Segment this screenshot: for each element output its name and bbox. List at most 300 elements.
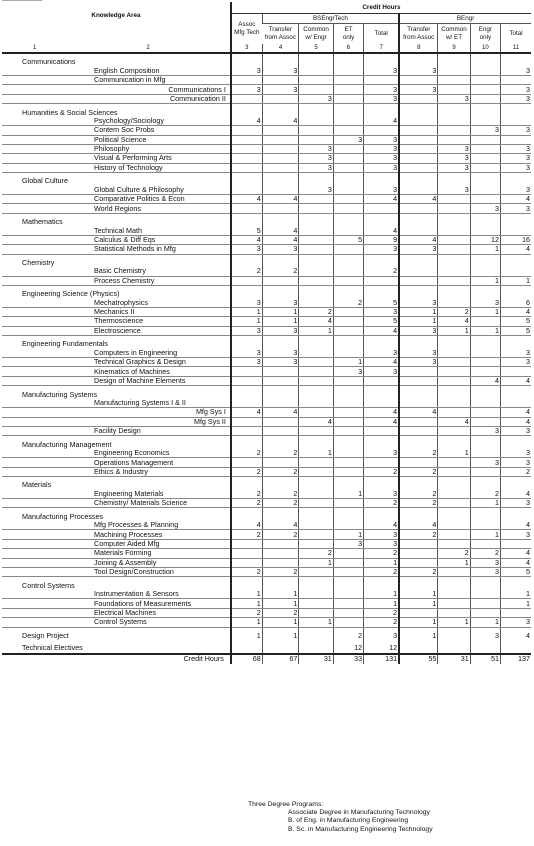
credit-value-cell: 3 [231, 326, 262, 335]
credit-value-cell: 1 [333, 358, 363, 367]
credit-value-cell: 2 [231, 467, 262, 476]
course-label: Manufacturing Systems I & II [2, 399, 231, 408]
empty-cell [364, 481, 400, 489]
credit-value-cell [470, 467, 500, 476]
credit-value-cell: 2 [231, 267, 262, 276]
credit-value-cell: 137 [501, 654, 531, 664]
credit-value-cell: 3 [364, 367, 400, 376]
course-label: Kinematics of Machines [2, 367, 231, 376]
assoc-mfg-tech-header [231, 14, 262, 45]
credit-value-cell [399, 135, 438, 144]
credit-value-cell [262, 144, 299, 153]
credit-value-cell: 4 [501, 195, 531, 204]
empty-cell [299, 58, 333, 66]
credit-value-cell [470, 67, 500, 76]
credit-value-cell [299, 276, 333, 285]
credit-value-cell [299, 376, 333, 385]
credit-value-cell [501, 226, 531, 235]
empty-cell [470, 340, 500, 348]
credit-value-cell: 2 [438, 549, 470, 558]
subcolumn-header-line2: only [342, 34, 355, 41]
credit-value-cell: 4 [438, 417, 470, 426]
credit-value-cell [470, 521, 500, 530]
credit-value-cell [470, 349, 500, 358]
credit-value-cell: 1 [399, 590, 438, 599]
course-label: Technical Graphics & Design [2, 358, 231, 367]
column-number: 1 [33, 45, 37, 51]
empty-cell [333, 218, 363, 226]
course-row [2, 426, 531, 435]
course-label: Philosophy [2, 144, 231, 153]
category-title: Control Systems [22, 581, 75, 590]
empty-cell [364, 441, 400, 449]
course-label: English Composition [2, 67, 231, 76]
credit-value-cell: 4 [364, 326, 400, 335]
credit-value-cell [299, 195, 333, 204]
course-row [2, 376, 531, 385]
course-row [2, 195, 531, 204]
credit-value-cell [299, 458, 333, 467]
degree-program-line: Associate Degree in Manufacturing Technology [288, 809, 430, 817]
course-label: World Regions [2, 204, 231, 213]
credit-value-cell: 1 [399, 618, 438, 627]
credit-value-cell [231, 154, 262, 163]
degree-program-line: B. Sc. in Manufacturing Engineering Technology [288, 825, 433, 833]
credit-value-cell [470, 644, 500, 653]
credit-value-cell [333, 307, 363, 316]
credit-value-cell [333, 499, 363, 508]
empty-cell [299, 108, 333, 116]
course-row [2, 307, 531, 316]
credit-value-cell [299, 530, 333, 539]
credit-value-cell: 1 [262, 632, 299, 640]
credit-value-cell: 2 [333, 632, 363, 640]
credit-value-cell [470, 267, 500, 276]
credit-value-cell [438, 539, 470, 548]
empty-cell [364, 290, 400, 298]
course-row [2, 490, 531, 499]
credit-value-cell: 3 [364, 67, 400, 76]
category-title: Technical Electives [22, 644, 83, 653]
credit-value-cell: 2 [399, 467, 438, 476]
credit-value-cell [438, 590, 470, 599]
course-label: Mechatrophysics [2, 299, 231, 308]
subcolumn-header-line2: from Assoc [403, 34, 435, 41]
credit-value-cell [438, 267, 470, 276]
empty-cell [231, 218, 262, 226]
credit-value-cell: 3 [364, 349, 400, 358]
credit-value-cell [299, 85, 333, 94]
empty-cell [399, 513, 438, 521]
empty-cell [438, 259, 470, 267]
course-label: Engineering Materials [2, 490, 231, 499]
course-label: Design of Machine Elements [2, 376, 231, 385]
credit-value-cell: 12 [333, 644, 363, 653]
credit-value-cell: 3 [501, 94, 531, 103]
credit-value-cell: 3 [262, 85, 299, 94]
credit-value-cell [262, 135, 299, 144]
subcolumn-header-line1: Common [441, 26, 467, 33]
credit-value-cell: 1 [399, 307, 438, 316]
credit-value-cell [501, 539, 531, 548]
credit-value-cell: 1 [231, 632, 262, 640]
course-label: Tool Design/Construction [2, 567, 231, 576]
empty-cell [438, 340, 470, 348]
subcolumn-header [470, 24, 500, 45]
empty-cell [333, 340, 363, 348]
credit-value-cell [299, 67, 333, 76]
course-row [2, 358, 531, 367]
credit-value-cell: 3 [299, 94, 333, 103]
empty-cell [501, 290, 531, 298]
credit-value-cell [299, 367, 333, 376]
credit-value-cell: 1 [501, 590, 531, 599]
credit-value-cell [501, 75, 531, 84]
empty-cell [231, 177, 262, 185]
course-row [2, 299, 531, 308]
empty-cell [262, 582, 299, 590]
credit-value-cell [299, 426, 333, 435]
category-row [2, 58, 531, 66]
credit-value-cell [333, 521, 363, 530]
credit-value-cell: 1 [364, 599, 400, 608]
credit-value-cell: 3 [231, 85, 262, 94]
empty-cell [299, 218, 333, 226]
credit-value-cell: 1 [262, 307, 299, 316]
credit-value-cell: 1 [470, 618, 500, 627]
credit-value-cell: 1 [299, 618, 333, 627]
empty-cell [470, 290, 500, 298]
credit-value-cell: 3 [501, 426, 531, 435]
course-label: Engineering Economics [2, 449, 231, 458]
credit-value-cell [262, 458, 299, 467]
credit-value-cell: 4 [501, 549, 531, 558]
credit-value-cell: 3 [501, 126, 531, 135]
credit-value-cell [438, 226, 470, 235]
credit-value-cell: 2 [262, 530, 299, 539]
credit-value-cell [501, 399, 531, 408]
credit-value-cell [438, 376, 470, 385]
course-label: Instrumentation & Sensors [2, 590, 231, 599]
credit-value-cell [364, 75, 400, 84]
course-row [2, 117, 531, 126]
credit-value-cell [333, 154, 363, 163]
credit-value-cell [262, 376, 299, 385]
credit-value-cell [470, 94, 500, 103]
empty-cell [438, 390, 470, 398]
credit-value-cell: 2 [399, 490, 438, 499]
credit-value-cell: 2 [438, 307, 470, 316]
credit-value-cell: 3 [470, 567, 500, 576]
empty-cell [333, 481, 363, 489]
column-number: 6 [333, 44, 363, 53]
credit-value-cell [262, 163, 299, 172]
degree-program-line: B. of Eng. in Manufacturing Engineering [288, 817, 409, 825]
course-label: Electroscience [2, 326, 231, 335]
credit-value-cell: 3 [364, 163, 400, 172]
course-row [2, 144, 531, 153]
credit-value-cell [299, 539, 333, 548]
course-label: Materials Forming [2, 549, 231, 558]
credit-value-cell: 2 [262, 267, 299, 276]
credit-value-cell [399, 75, 438, 84]
credit-value-cell [231, 458, 262, 467]
course-row [2, 163, 531, 172]
credit-value-cell: 2 [470, 490, 500, 499]
empty-cell [299, 481, 333, 489]
credit-value-cell: 3 [333, 367, 363, 376]
course-row [2, 135, 531, 144]
credit-value-cell: 2 [231, 499, 262, 508]
credit-value-cell [438, 358, 470, 367]
credit-value-cell: 3 [364, 186, 400, 195]
credit-value-cell [399, 117, 438, 126]
category-row [2, 481, 531, 489]
credit-value-cell: 4 [299, 317, 333, 326]
credit-value-cell: 12 [364, 644, 400, 653]
credit-value-cell [231, 367, 262, 376]
category-title: Communications [22, 58, 76, 67]
credit-value-cell: 4 [399, 235, 438, 244]
empty-cell [364, 582, 400, 590]
credit-value-cell [399, 144, 438, 153]
credit-value-cell [231, 186, 262, 195]
credit-value-cell: 3 [364, 539, 400, 548]
credit-value-cell: 4 [364, 408, 400, 417]
credit-value-cell [333, 399, 363, 408]
credit-value-cell: 3 [262, 299, 299, 308]
credit-value-cell [470, 144, 500, 153]
credit-value-cell: 1 [231, 618, 262, 627]
credit-value-cell [470, 135, 500, 144]
credit-value-cell: 3 [501, 530, 531, 539]
credit-value-cell: 2 [399, 530, 438, 539]
empty-cell [231, 582, 262, 590]
course-row [2, 539, 531, 548]
credit-value-cell [231, 426, 262, 435]
credit-value-cell [299, 126, 333, 135]
credit-value-cell [470, 599, 500, 608]
credit-value-cell: 1 [231, 599, 262, 608]
bengr-header: BEngr [399, 14, 531, 24]
course-row [2, 608, 531, 617]
empty-cell [501, 108, 531, 116]
empty-cell [470, 58, 500, 66]
credit-value-cell [333, 226, 363, 235]
empty-cell [333, 259, 363, 267]
credit-value-cell: 4 [501, 376, 531, 385]
credit-value-cell [364, 204, 400, 213]
credit-value-cell [231, 549, 262, 558]
empty-cell [364, 218, 400, 226]
knowledge-area-header: Knowledge Area [91, 12, 141, 19]
credit-value-cell [299, 226, 333, 235]
credit-value-cell [470, 317, 500, 326]
category-title: Humanities & Social Sciences [22, 108, 118, 117]
credit-value-cell: 3 [399, 85, 438, 94]
credit-value-cell: 4 [231, 117, 262, 126]
course-label: Chemistry/ Materials Science [2, 499, 231, 508]
credit-value-cell [399, 426, 438, 435]
credit-value-cell: 3 [364, 449, 400, 458]
credit-value-cell [262, 539, 299, 548]
credit-value-cell [333, 558, 363, 567]
credit-value-cell: 2 [364, 618, 400, 627]
credit-value-cell: 1 [470, 276, 500, 285]
credit-value-cell [299, 75, 333, 84]
credit-value-cell [231, 539, 262, 548]
credit-value-cell: 3 [438, 154, 470, 163]
credit-value-cell [299, 408, 333, 417]
subcolumn-header [438, 24, 470, 45]
credit-value-cell [399, 267, 438, 276]
course-row [2, 599, 531, 608]
credit-value-cell: 3 [364, 144, 400, 153]
credit-value-cell [333, 75, 363, 84]
course-label: Communications I [2, 85, 231, 94]
credit-value-cell [438, 67, 470, 76]
credit-value-cell: 3 [501, 154, 531, 163]
credit-value-cell: 1 [333, 490, 363, 499]
empty-cell [399, 58, 438, 66]
empty-cell [470, 481, 500, 489]
empty-cell [399, 290, 438, 298]
empty-cell [364, 58, 400, 66]
credit-value-cell: 3 [364, 307, 400, 316]
column-number: 7 [364, 44, 400, 53]
credit-value-cell: 3 [231, 245, 262, 254]
course-row [2, 399, 531, 408]
credit-value-cell [333, 85, 363, 94]
credit-value-cell: 3 [399, 349, 438, 358]
credit-value-cell: 3 [399, 358, 438, 367]
credit-value-cell: 12 [470, 235, 500, 244]
subcolumn-header-line1: Transfer [268, 26, 292, 33]
category-title: Materials [22, 481, 52, 490]
empty-cell [262, 340, 299, 348]
course-label: History of Technology [2, 163, 231, 172]
credit-value-cell: 5 [501, 326, 531, 335]
credit-value-cell: 3 [501, 449, 531, 458]
course-label: Computer Aided Mfg [2, 539, 231, 548]
credit-value-cell: 3 [364, 530, 400, 539]
category-title: Chemistry [22, 258, 55, 267]
credit-value-cell: 1 [438, 618, 470, 627]
course-row [2, 94, 531, 103]
credit-value-cell: 2 [299, 549, 333, 558]
empty-cell [470, 108, 500, 116]
course-row [2, 549, 531, 558]
credit-value-cell [262, 644, 299, 653]
course-row [2, 449, 531, 458]
credit-value-cell: 4 [364, 417, 400, 426]
subcolumn-header-line1: ET [344, 26, 353, 33]
course-label: Computers in Engineering [2, 349, 231, 358]
credit-value-cell [470, 75, 500, 84]
credit-value-cell: 2 [364, 608, 400, 617]
subcolumn-header-line1: Total [374, 30, 388, 37]
credit-value-cell: 1 [501, 599, 531, 608]
empty-cell [231, 108, 262, 116]
empty-cell [501, 390, 531, 398]
empty-cell [364, 340, 400, 348]
credit-value-cell: 5 [364, 317, 400, 326]
credit-value-cell [299, 521, 333, 530]
credit-value-cell [399, 608, 438, 617]
credit-value-cell: 4 [262, 226, 299, 235]
credit-value-cell: 3 [231, 299, 262, 308]
category-row [2, 259, 531, 267]
credit-value-cell: 3 [364, 85, 400, 94]
credit-value-cell [438, 195, 470, 204]
credit-value-cell [399, 367, 438, 376]
credit-value-cell [438, 426, 470, 435]
course-row [2, 417, 531, 426]
credit-value-cell [470, 85, 500, 94]
empty-cell [333, 290, 363, 298]
subcolumn-header-line1: Total [509, 30, 523, 37]
credit-value-cell [231, 417, 262, 426]
empty-cell [333, 513, 363, 521]
credit-value-cell: 3 [438, 144, 470, 153]
empty-cell [231, 290, 262, 298]
credit-value-cell [333, 618, 363, 627]
credit-value-cell [470, 358, 500, 367]
credit-value-cell: 1 [470, 245, 500, 254]
subcolumn-header [333, 24, 363, 45]
total-label: Credit Hours [2, 654, 231, 664]
credit-value-cell: 4 [399, 521, 438, 530]
credit-value-cell: 5 [501, 317, 531, 326]
credit-value-cell: 3 [501, 85, 531, 94]
credit-value-cell: 2 [262, 467, 299, 476]
empty-cell [262, 441, 299, 449]
course-row [2, 154, 531, 163]
credit-value-cell [333, 426, 363, 435]
course-row [2, 618, 531, 627]
credit-value-cell [438, 644, 470, 653]
credit-value-cell [438, 467, 470, 476]
empty-cell [399, 582, 438, 590]
credit-value-cell: 3 [470, 126, 500, 135]
degree-programs-heading: Three Degree Programs: [248, 801, 324, 808]
empty-cell [262, 513, 299, 521]
credit-value-cell: 4 [438, 317, 470, 326]
credit-value-cell: 131 [364, 654, 400, 664]
credit-value-cell: 4 [501, 632, 531, 640]
credit-value-cell: 3 [364, 154, 400, 163]
empty-cell [299, 513, 333, 521]
credit-value-cell: 2 [364, 499, 400, 508]
credit-value-cell [470, 117, 500, 126]
course-label: Communication II [2, 94, 231, 103]
empty-cell [231, 390, 262, 398]
credit-value-cell: 3 [364, 94, 400, 103]
credit-value-cell [262, 154, 299, 163]
credit-value-cell: 3 [333, 135, 363, 144]
empty-cell [299, 390, 333, 398]
credit-value-cell: 3 [501, 618, 531, 627]
category-row [2, 108, 531, 116]
empty-cell [501, 513, 531, 521]
credit-value-cell: 4 [262, 117, 299, 126]
empty-cell [364, 390, 400, 398]
credit-value-cell [470, 367, 500, 376]
empty-cell [399, 441, 438, 449]
credit-value-cell [333, 590, 363, 599]
course-label: Joining & Assembly [2, 558, 231, 567]
credit-value-cell: 3 [231, 349, 262, 358]
